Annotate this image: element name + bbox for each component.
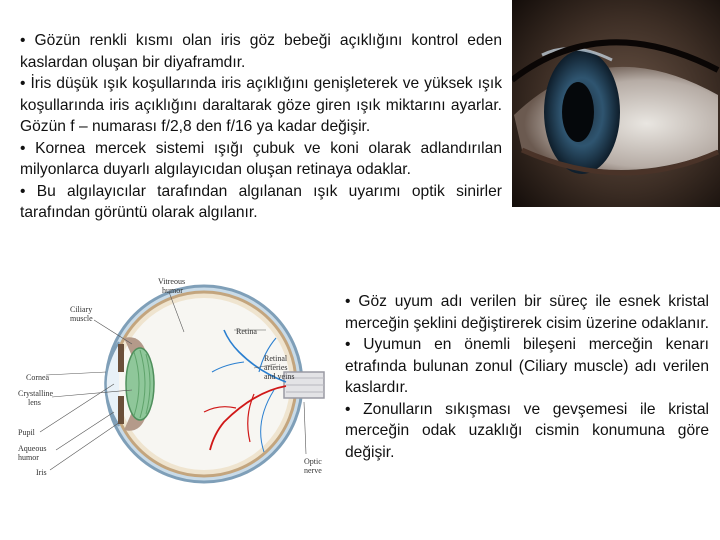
eye-closeup-photo bbox=[512, 0, 720, 207]
eye-cross-section bbox=[14, 272, 332, 490]
label-vitreous-1: Vitreous bbox=[158, 277, 186, 286]
label-aqueous-1: Aqueous bbox=[18, 444, 47, 453]
label-ciliary-2: muscle bbox=[70, 314, 93, 323]
eye-anatomy-diagram bbox=[14, 272, 332, 490]
label-retina: Retina bbox=[236, 327, 257, 336]
label-retinal-3: and veins bbox=[264, 372, 295, 381]
right-bullet-2: • Uyumun en önemli bileşeni merceğin kenarı etrafında bulunan zonul (Ciliary muscle) adı verilen kaslardır. bbox=[345, 336, 709, 396]
label-optic-1: Optic bbox=[304, 457, 322, 466]
label-retinal-1: Retinal bbox=[264, 354, 288, 363]
right-bullet-3: • Zonulların sıkışması ve gevşemesi ile kristal merceğin odak uzaklığı cismin konumuna göre değişir. bbox=[345, 400, 709, 461]
iris-upper bbox=[118, 344, 124, 372]
label-aqueous-2: humor bbox=[18, 453, 39, 462]
iris-lower bbox=[118, 396, 124, 424]
label-retinal-2: arteries bbox=[264, 363, 288, 372]
label-lens-1: Crystalline bbox=[18, 389, 54, 398]
label-vitreous-2: humor bbox=[162, 286, 183, 295]
label-pupil: Pupil bbox=[18, 428, 35, 437]
label-optic-2: nerve bbox=[304, 466, 322, 475]
top-bullet-1: • Gözün renkli kısmı olan iris göz bebeği açıklığını kontrol eden kaslardan oluşan bir diyaframdır. bbox=[20, 32, 502, 71]
right-bullet-1: • Göz uyum adı verilen bir süreç ile esnek kristal merceğin şeklini değiştirerek cisim üzerine odaklanır. bbox=[345, 293, 710, 332]
label-iris: Iris bbox=[36, 468, 47, 477]
eye-photo-drawing bbox=[512, 0, 720, 207]
right-text-block bbox=[345, 291, 709, 463]
top-bullet-4: • Bu algılayıcılar tarafından algılanan ışık uyarımı optik sinirler tarafından görüntü olarak algılanır. bbox=[20, 182, 502, 221]
label-ciliary-1: Ciliary bbox=[70, 305, 93, 314]
top-bullet-2: • İris düşük ışık koşullarında iris açıklığını genişleterek ve yüksek ışık koşullarında iris açıklığını daraltarak göze giren ışık miktarını ayarlar. Gözün f – numarası f/2,8 den f/16 ya kadar değişir. bbox=[20, 75, 502, 135]
label-lens-2: lens bbox=[28, 398, 41, 407]
top-bullet-3: • Kornea mercek sistemi ışığı çubuk ve koni olarak adlandırılan milyonlarca duyarlı algılayıcıdan oluşan retinaya odaklar. bbox=[20, 139, 502, 178]
label-cornea: Cornea bbox=[26, 373, 50, 382]
top-text-block bbox=[20, 30, 502, 224]
